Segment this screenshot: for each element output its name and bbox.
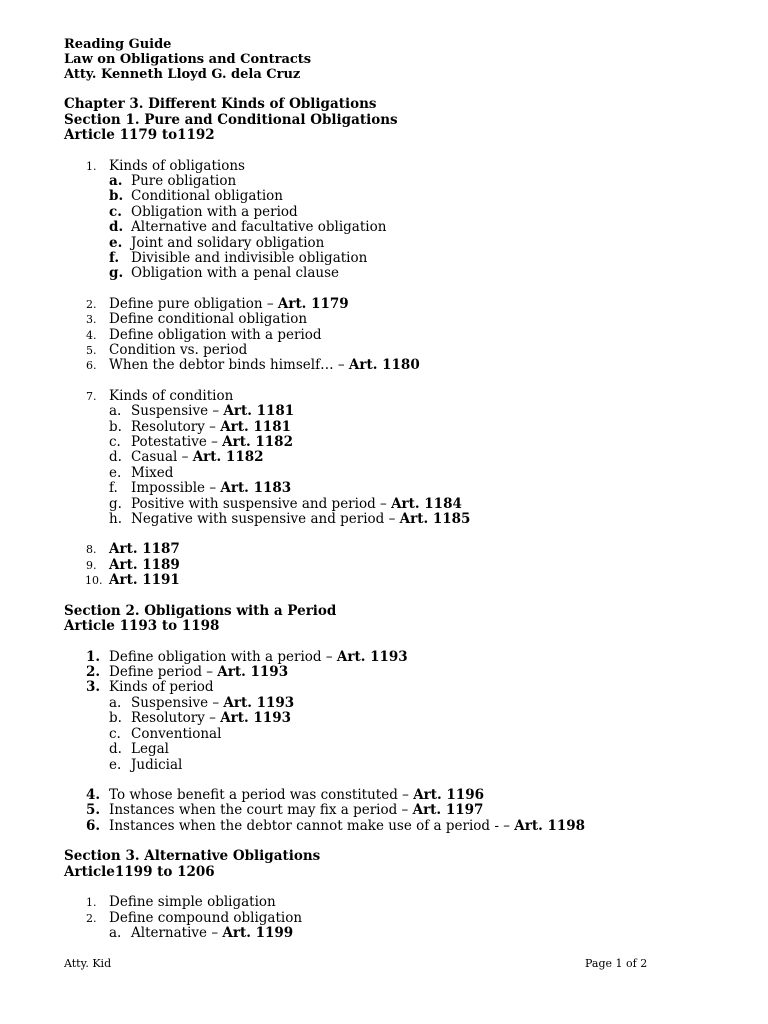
page-number: Page 1 of 2 [585, 957, 648, 970]
list-number: 2. [86, 664, 101, 681]
sub-list-text: Alternative – [131, 924, 223, 941]
sub-list-text: Negative with suspensive and period – [131, 511, 400, 528]
list-number: 5. [86, 802, 101, 819]
document-page [64, 37, 704, 941]
sub-list-item [64, 758, 704, 773]
sub-list-letter: f. [109, 249, 120, 266]
article-reference: Art. 1196 [413, 786, 484, 803]
sub-list-letter: d. [109, 449, 122, 466]
sub-list-item [64, 497, 704, 512]
sub-list-item [64, 435, 704, 450]
list-item [64, 650, 704, 665]
sub-list-letter: a. [109, 172, 123, 189]
sub-list-letter: f. [109, 480, 118, 497]
sub-list-item [64, 742, 704, 757]
list-item: 7. Kinds of condition [86, 387, 234, 404]
sub-list-letter: d. [109, 219, 124, 236]
section1-title: Section 1. Pure and Conditional Obligations [64, 111, 398, 128]
sub-list-letter: e. [109, 234, 123, 251]
list-item-text: Define pure obligation – [109, 295, 278, 312]
sub-list-letter: b. [109, 188, 124, 205]
list-item-text: Define conditional obligation [109, 311, 308, 328]
sub-list-text: Suspensive – [131, 694, 224, 711]
sub-list-text: Mixed [131, 464, 174, 481]
sub-list-text: Judicial [131, 756, 183, 773]
sub-list-item [64, 481, 704, 496]
sub-list-item [64, 696, 704, 711]
sub-list-item [64, 420, 704, 435]
list-number: 2. [86, 911, 97, 925]
list-item [64, 895, 704, 910]
sub-list-text: Resolutory – [131, 418, 221, 435]
article-reference: Art. 1193 [220, 710, 291, 727]
list-number: 8. [86, 543, 97, 557]
sub-list-text: Obligation with a period [131, 203, 298, 220]
sub-list-letter: a. [109, 694, 122, 711]
article-reference: Art. 1193 [223, 694, 295, 711]
list-item-text: To whose benefit a period was constituted – [109, 786, 414, 803]
article-reference: Art. 1181 [223, 403, 295, 420]
list-number: 6. [86, 359, 97, 373]
article-reference: Art. 1198 [514, 817, 586, 834]
sub-list-text: Obligation with a penal clause [131, 265, 340, 282]
list-item: 1. Kinds of obligations [86, 157, 245, 174]
sub-list-item [64, 466, 704, 481]
article-reference: Art. 1180 [348, 357, 420, 374]
list-item-text: Define obligation with a period [109, 326, 322, 343]
list-number: 9. [86, 558, 97, 572]
article-reference: Art. 1191 [109, 572, 180, 589]
list-number: 3. [86, 679, 101, 696]
sub-list-text: Joint and solidary obligation [131, 234, 325, 251]
sub-list-letter: g. [109, 495, 122, 512]
sub-list-item [64, 174, 704, 189]
list-item [64, 680, 704, 695]
list-number: 6. [86, 817, 101, 834]
section1-articles: Article 1179 to1192 [64, 127, 215, 143]
list-number: 3. [86, 313, 97, 327]
sub-list-item [64, 711, 704, 726]
list-number: 1. [86, 896, 97, 910]
sub-list-item [64, 236, 704, 251]
list-item [64, 819, 704, 834]
sub-list-text: Divisible and indivisible obligation [131, 249, 368, 266]
sub-list-item [64, 266, 704, 281]
sub-list-letter: a. [109, 924, 122, 941]
list-item [64, 665, 704, 680]
sub-list-text: Pure obligation [131, 172, 237, 189]
list-item [64, 297, 704, 312]
sub-list-text: Impossible – [131, 480, 221, 497]
section2-articles: Article 1193 to 1198 [64, 618, 220, 635]
list-item-text: Define period – [109, 664, 218, 681]
sub-list-letter: b. [109, 710, 122, 727]
list-number: 10. [85, 574, 103, 588]
sub-list-text: Alternative and facultative obligation [131, 219, 387, 236]
section3-articles: Article1199 to 1206 [64, 863, 215, 880]
list-item [64, 358, 704, 373]
sub-list-item [64, 251, 704, 266]
list-item [64, 788, 704, 803]
doc-author: Atty. Kenneth Lloyd G. dela Cruz [64, 67, 301, 82]
footer-author: Atty. Kid [64, 957, 112, 970]
article-reference: Art. 1182 [222, 434, 293, 450]
sub-list-text: Legal [131, 741, 169, 758]
list-item [64, 542, 704, 557]
list-item-text: Condition vs. period [109, 341, 248, 358]
sub-list-text: Conventional [131, 725, 222, 742]
list-number: 1. [86, 648, 101, 665]
sub-list-letter: e. [109, 464, 122, 481]
list-item-text: Define obligation with a period – [109, 648, 337, 665]
list-item-text: Instances when the debtor cannot make use of a period - – [109, 817, 515, 834]
list-item-text: Kinds of period [109, 679, 214, 696]
list-item [64, 573, 704, 588]
sub-list-item [64, 404, 704, 419]
article-reference: Art. 1181 [220, 418, 291, 435]
article-reference: Art. 1187 [109, 541, 180, 558]
article-reference: Art. 1193 [336, 648, 408, 665]
sub-list-text: Resolutory – [131, 710, 221, 727]
article-reference: Art. 1199 [222, 924, 294, 941]
chapter-title: Chapter 3. Different Kinds of Obligations [64, 96, 377, 112]
list-number: 5. [86, 343, 97, 357]
sub-list-letter: c. [109, 434, 121, 450]
list-item [64, 328, 704, 343]
article-reference: Art. 1179 [277, 295, 349, 312]
list-item-text: Instances when the court may fix a period – [109, 802, 413, 819]
sub-list-letter: h. [109, 511, 122, 528]
article-reference: Art. 1189 [109, 556, 180, 573]
doc-title: Reading Guide [64, 37, 172, 52]
article-reference: Art. 1183 [220, 480, 292, 497]
sub-list-text: Positive with suspensive and period – [131, 495, 392, 512]
sub-list-letter: a. [109, 403, 122, 420]
article-reference: Art. 1197 [412, 802, 484, 819]
sub-list-item [64, 512, 704, 527]
article-reference: Art. 1185 [399, 511, 471, 528]
list-number: 2. [86, 297, 97, 311]
article-reference: Art. 1193 [217, 664, 289, 681]
sub-list-item [64, 926, 704, 941]
sub-list-text: Conditional obligation [131, 188, 283, 205]
section2-title: Section 2. Obligations with a Period [64, 602, 337, 619]
sub-list-letter: b. [109, 418, 122, 435]
sub-list-item [64, 205, 704, 220]
sub-list-item [64, 727, 704, 742]
list-item [64, 558, 704, 573]
list-item [64, 312, 704, 327]
sub-list-letter: c. [109, 203, 122, 220]
list-item [64, 803, 704, 818]
list-number: 4. [86, 786, 101, 803]
list-item [64, 911, 704, 926]
doc-subject: Law on Obligations and Contracts [64, 52, 312, 67]
sub-list-text: Potestative – [131, 434, 223, 450]
sub-list-text: Suspensive – [131, 403, 224, 420]
sub-list-letter: e. [109, 756, 122, 773]
article-reference: Art. 1184 [391, 495, 462, 512]
sub-list-item [64, 220, 704, 235]
list-item-text: Define simple obligation [109, 894, 276, 911]
list-item-text: Define compound obligation [109, 909, 303, 926]
sub-list-letter: g. [109, 265, 124, 282]
sub-list-item [64, 189, 704, 204]
sub-list-letter: d. [109, 741, 122, 758]
list-item [64, 343, 704, 358]
list-number: 4. [86, 328, 97, 342]
sub-list-letter: c. [109, 725, 121, 742]
sub-list-item [64, 450, 704, 465]
list-item-text: When the debtor binds himself… – [109, 357, 349, 374]
sub-list-text: Casual – [131, 449, 193, 466]
section3-title: Section 3. Alternative Obligations [64, 848, 321, 865]
article-reference: Art. 1182 [192, 449, 264, 466]
